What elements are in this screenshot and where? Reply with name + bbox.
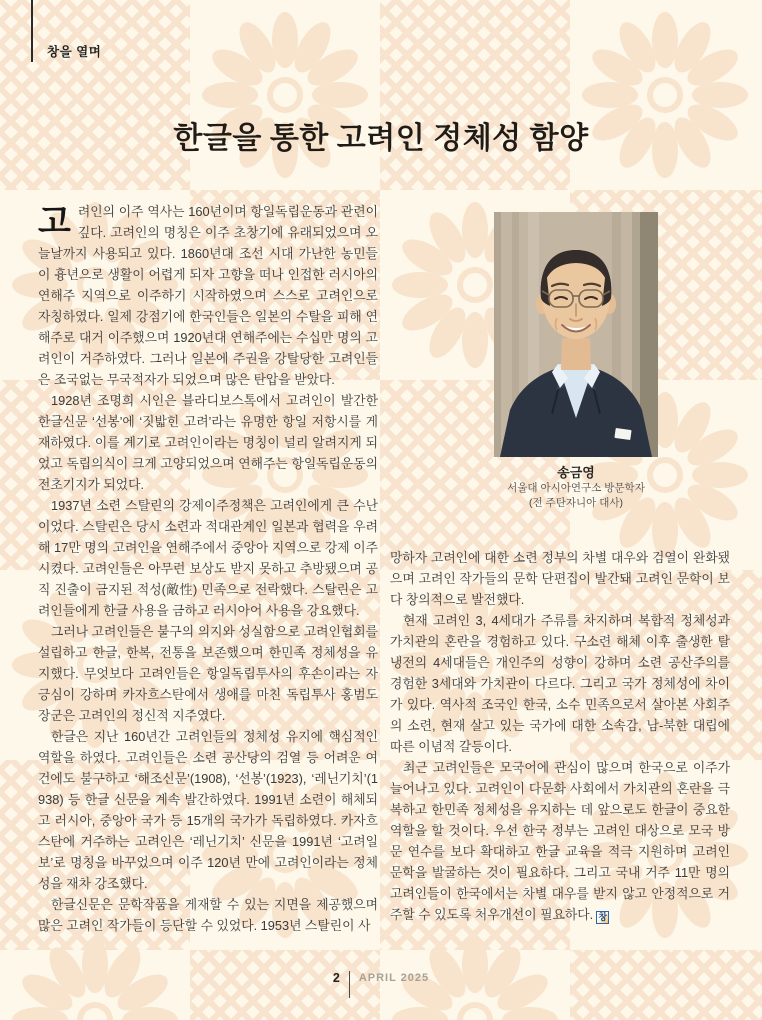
issue-label: APRIL 2025 bbox=[358, 972, 430, 984]
body-paragraph: 1937년 소련 스탈린의 강제이주정책은 고려인에게 큰 수난이었다. 스탈린은 당시 소련과 적대관계인 일본과 협력을 우려해 17만 명의 고려인을 연해주에서 중앙아 지역으로 강제 이주시켰다. 고려인들은 아무런 보상도 받지 못하고 추방됐으며 공직 진출이 금지된 적성(敵性) 민족으로 전락했다. 스탈린은 고려인들에게 한글 사용을 금하고 러시아어 사용을 강요했다. bbox=[38, 498, 378, 618]
caption-author-name: 송금영 bbox=[557, 465, 595, 480]
left-column bbox=[38, 201, 378, 936]
page-footer bbox=[0, 971, 762, 998]
caption-author-former-title: (전 주탄자니아 대사) bbox=[529, 497, 623, 509]
footer-divider bbox=[349, 971, 350, 998]
page-number: 2 bbox=[332, 971, 340, 985]
body-paragraph: 한글신문은 문학작품을 게재할 수 있는 지면을 제공했으며 많은 고려인 작가들이 등단할 수 있었다. 1953년 스탈린이 사 bbox=[38, 897, 378, 933]
body-paragraph: 현재 고려인 3, 4세대가 주류를 차지하며 복합적 정체성과 가치관의 혼란을 경험하고 있다. 구소련 해체 이후 출생한 탈냉전의 4세대들은 개인주의 성향이 강하며 소련 공산주의를 경험한 3세대와 가치관이 다르다. 그리고 국가 정체성에 차이가 있다. 역사적 조국인 한국, 소수 민족으로서 살아본 사회주의 소련, 현재 살고 있는 국가에 대한 소속감, 남-북한 대립에 따른 이념적 갈등이다. bbox=[390, 613, 730, 754]
paragraph-text: 려인의 이주 역사는 160년이며 항일독립운동과 관련이 깊다. 고려인의 명칭은 이주 초창기에 유래되었으며 오늘날까지 사용되고 있다. 1860년대 조선 시대 가난한 농민들이 흉년으로 생활이 어렵게 되자 고향을 떠나 인접한 러시아의 연해주 지역으로 이주하기 시작하였으며 스스로 고려인으로 자칭하였다. 일제 강점기에 한국인들은 일본의 수탈을 피해 연해주로 대거 이주했으며 1920년대 연해주에는 수십만 명의 고려인이 거주하였다. 그러나 일본에 주권을 강탈당한 고려인들은 조국없는 무국적자가 되었으며 많은 탄압을 받았다. bbox=[38, 204, 378, 387]
caption-author-role: 서울대 아시아연구소 방문학자 bbox=[507, 482, 645, 494]
portrait-photo bbox=[494, 212, 658, 457]
body-paragraph: 한글은 지난 160년간 고려인들의 정체성 유지에 핵심적인 역할을 하였다. 고려인들은 소련 공산당의 검열 등 어려운 여건에도 불구하고 ‘해조신문’(1908), ‘선봉’(1923), ‘레닌기치’(1938) 등 한글 신문을 계속 발간하였다. 1991년 소련이 해체되고 러시아, 중앙아 국가 등 15개의 국가가 독립하였다. 카자흐스탄에 거주하는 고려인은 ‘레닌기치’ 신문을 1991년 ‘고려일보’로 명칭을 바꾸었으며 이주 120년 만에 고려인이라는 정체성을 재차 강조했다. bbox=[38, 729, 378, 891]
section-rule bbox=[31, 0, 33, 62]
body-paragraph: 1928년 조명희 시인은 블라디보스톡에서 고려인이 발간한 한글신문 ‘선봉’에 ‘짓밟힌 고려’라는 유명한 항일 저항시를 게재하였다. 이를 계기로 고려인이라는 명칭이 널리 알려지게 되었고 독립의식이 크게 고양되었으며 연해주는 항일독립운동의 전초기지가 되었다. bbox=[38, 393, 378, 492]
right-column bbox=[390, 201, 730, 936]
drop-cap: 고 bbox=[38, 203, 71, 241]
article-end-mark: 창 bbox=[596, 911, 609, 924]
body-paragraph bbox=[38, 201, 378, 390]
author-photo-figure bbox=[494, 212, 658, 511]
section-label: 창을 열며 bbox=[47, 45, 102, 59]
photo-caption bbox=[466, 464, 686, 511]
right-column-text bbox=[390, 547, 730, 925]
article-body bbox=[38, 201, 730, 936]
body-paragraph: 그러나 고려인들은 불구의 의지와 성실함으로 고려인협회를 설립하고 한글, 한복, 전통을 보존했으며 한민족 정체성을 유지했다. 무엇보다 고려인들은 항일독립투사의 후손이라는 자긍심이 강하며 카자흐스탄에서 생애를 마친 독립투사 홍범도 장군은 고려인의 정신적 지주였다. bbox=[38, 624, 378, 723]
body-paragraph bbox=[390, 757, 730, 925]
body-paragraph: 망하자 고려인에 대한 소련 정부의 차별 대우와 검열이 완화됐으며 고려인 작가들의 문학 단편집이 발간돼 고려인 문학이 보다 창의적으로 발전했다. bbox=[390, 550, 730, 607]
paragraph-text: 최근 고려인들은 모국어에 관심이 많으며 한국으로 이주가 늘어나고 있다. 고려인이 다문화 사회에서 가치관의 혼란을 극복하고 한민족 정체성을 유지하는 데 앞으로도 한글이 중요한 역할을 할 것이다. 우선 한국 정부는 고려인 대상으로 모국 방문 연수를 보다 확대하고 한글 교육을 적극 지원하며 고려인 문학을 발굴하는 것이 필요하다. 그리고 국내 거주 11만 명의 고려인들이 한국에서는 차별 대우를 받지 않고 안정적으로 거주할 수 있도록 처우개선이 필요하다. bbox=[390, 760, 730, 922]
article-title: 한글을 통한 고려인 정체성 함양 bbox=[173, 122, 589, 155]
